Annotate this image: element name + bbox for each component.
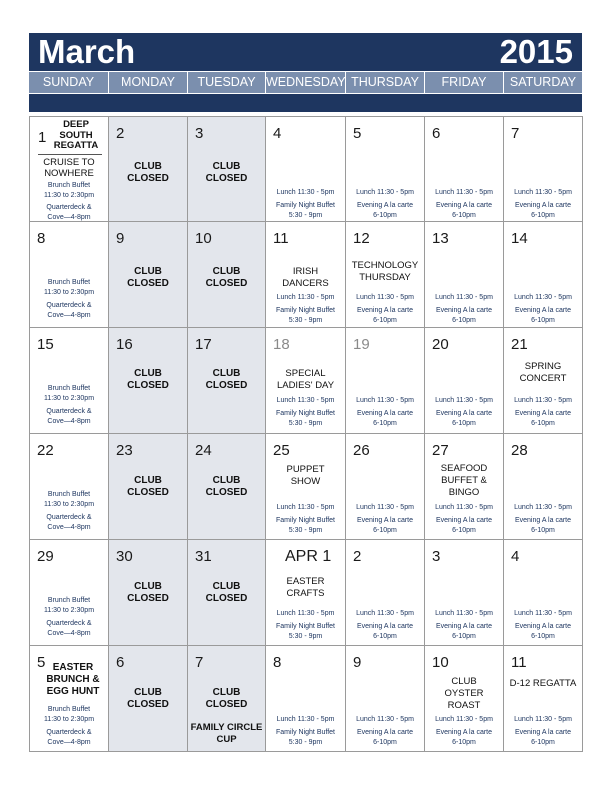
day-cell-mar-31: [188, 540, 266, 646]
day-number: 9: [116, 230, 125, 247]
day-cell-mar-5: [346, 116, 425, 222]
day-number: 23: [116, 442, 133, 459]
lunch-hours: Lunch 11:30 - 5pm: [276, 397, 335, 404]
event-spring-concert: SPRING CONCERT: [519, 361, 567, 384]
day-cell-mar-2: [109, 116, 188, 222]
day-number: 18: [273, 336, 290, 353]
year-title: 2015: [499, 33, 573, 70]
divider: [38, 154, 102, 155]
lunch-hours: Lunch 11:30 - 5pm: [435, 504, 493, 511]
lunch-hours: Lunch 11:30 - 5pm: [514, 189, 572, 196]
evening-a-la-carte: Evening A la carte 6-10pm: [356, 202, 414, 219]
day-number: 30: [116, 548, 133, 565]
event-cruise-to-nowhere: CRUISE TO NOWHERE: [43, 157, 95, 179]
evening-a-la-carte: Evening A la carte 6-10pm: [435, 729, 493, 746]
lunch-hours: Lunch 11:30 - 5pm: [514, 504, 572, 511]
day-number: 4: [273, 125, 282, 142]
evening-a-la-carte: Evening A la carte 6-10pm: [356, 623, 414, 640]
evening-a-la-carte: Evening A la carte 6-10pm: [514, 202, 572, 219]
day-cell-mar-10: [188, 222, 266, 328]
day-number: 19: [353, 336, 370, 353]
header-strip: [29, 93, 582, 112]
club-closed: CLUB CLOSED: [127, 687, 169, 710]
day-number: 5: [37, 654, 46, 671]
day-number: 4: [511, 548, 520, 565]
lunch-hours: Lunch 11:30 - 5pm: [435, 610, 493, 617]
day-number: 15: [37, 336, 54, 353]
weekday-thursday: THURSDAY: [345, 72, 424, 93]
evening-a-la-carte: Evening A la carte 6-10pm: [514, 729, 572, 746]
day-number: 31: [195, 548, 212, 565]
family-night-buffet: Family Night Buffet 5:30 - 9pm: [275, 307, 335, 324]
club-closed: CLUB CLOSED: [205, 475, 248, 498]
event-d12-regatta: D-12 REGATTA: [509, 678, 577, 689]
day-cell-mar-28: [504, 434, 583, 540]
day-number: 3: [195, 125, 204, 142]
day-number: 9: [353, 654, 362, 671]
day-cell-apr-1: [266, 540, 346, 646]
event-seafood-buffet-bingo: SEAFOOD BUFFET & BINGO: [440, 463, 488, 498]
club-closed: CLUB CLOSED: [127, 581, 169, 604]
day-cell-apr-4: [504, 540, 583, 646]
day-cell-mar-13: [425, 222, 504, 328]
title-bar: [29, 33, 582, 71]
evening-a-la-carte: Evening A la carte 6-10pm: [514, 307, 572, 324]
day-cell-mar-4: [266, 116, 346, 222]
day-cell-apr-2: [346, 540, 425, 646]
weekday-sunday: SUNDAY: [42, 75, 95, 89]
day-number: 8: [273, 654, 282, 671]
day-number: 26: [353, 442, 370, 459]
day-cell-mar-14: [504, 222, 583, 328]
day-cell-mar-12: [346, 222, 425, 328]
day-number: 16: [116, 336, 133, 353]
lunch-hours: Lunch 11:30 - 5pm: [356, 716, 414, 723]
day-cell-apr-10: [425, 646, 504, 752]
event-irish-dancers: IRISH DANCERS: [282, 266, 329, 289]
event-easter-brunch-egg-hunt: EASTER BRUNCH & EGG HUNT: [46, 662, 100, 697]
weekday-tuesday: TUESDAY: [187, 72, 265, 93]
quarterdeck-cove: Quarterdeck & Cove—4-8pm: [46, 729, 92, 746]
day-number: 2: [353, 548, 362, 565]
day-cell-mar-16: [109, 328, 188, 434]
lunch-hours: Lunch 11:30 - 5pm: [435, 294, 493, 301]
lunch-hours: Lunch 11:30 - 5pm: [276, 189, 335, 196]
calendar: [29, 33, 582, 752]
day-number: 24: [195, 442, 212, 459]
weekday-header: [29, 71, 582, 93]
weekday-monday: MONDAY: [108, 72, 187, 93]
lunch-hours: Lunch 11:30 - 5pm: [356, 189, 414, 196]
day-number: 3: [432, 548, 441, 565]
day-number: 25: [273, 442, 290, 459]
brunch-buffet: Brunch Buffet 11:30 to 2:30pm: [43, 182, 95, 199]
day-cell-mar-29: [30, 540, 109, 646]
day-cell-mar-11: [266, 222, 346, 328]
day-number: 14: [511, 230, 528, 247]
day-cell-mar-17: [188, 328, 266, 434]
lunch-hours: Lunch 11:30 - 5pm: [356, 610, 414, 617]
day-number: 21: [511, 336, 528, 353]
brunch-buffet: Brunch Buffet 11:30 to 2:30pm: [43, 279, 95, 296]
club-closed: CLUB CLOSED: [205, 581, 248, 604]
day-cell-mar-9: [109, 222, 188, 328]
day-number: 7: [195, 654, 204, 671]
day-cell-mar-18: [266, 328, 346, 434]
day-cell-mar-22: [30, 434, 109, 540]
evening-a-la-carte: Evening A la carte 6-10pm: [435, 410, 493, 427]
club-closed: CLUB CLOSED: [205, 687, 248, 710]
club-closed: CLUB CLOSED: [127, 368, 169, 391]
evening-a-la-carte: Evening A la carte 6-10pm: [435, 517, 493, 534]
weekday-saturday: SATURDAY: [503, 72, 582, 93]
event-puppet-show: PUPPET SHOW: [286, 464, 325, 487]
lunch-hours: Lunch 11:30 - 5pm: [435, 189, 493, 196]
evening-a-la-carte: Evening A la carte 6-10pm: [514, 623, 572, 640]
day-number: 22: [37, 442, 54, 459]
event-easter-crafts: EASTER CRAFTS: [286, 576, 325, 599]
day-cell-mar-24: [188, 434, 266, 540]
evening-a-la-carte: Evening A la carte 6-10pm: [356, 729, 414, 746]
evening-a-la-carte: Evening A la carte 6-10pm: [514, 517, 572, 534]
day-number: 11: [273, 230, 289, 247]
day-cell-mar-30: [109, 540, 188, 646]
brunch-buffet: Brunch Buffet 11:30 to 2:30pm: [43, 597, 95, 614]
quarterdeck-cove: Quarterdeck & Cove—4-8pm: [46, 620, 92, 637]
day-cell-mar-21: [504, 328, 583, 434]
day-cell-apr-3: [425, 540, 504, 646]
evening-a-la-carte: Evening A la carte 6-10pm: [435, 307, 493, 324]
day-cell-mar-19: [346, 328, 425, 434]
day-number: 20: [432, 336, 449, 353]
day-cell-mar-6: [425, 116, 504, 222]
lunch-hours: Lunch 11:30 - 5pm: [356, 504, 414, 511]
quarterdeck-cove: Quarterdeck & Cove—4-8pm: [46, 204, 92, 221]
event-club-oyster-roast: CLUB OYSTER ROAST: [444, 676, 484, 711]
day-cell-apr-5: [30, 646, 109, 752]
lunch-hours: Lunch 11:30 - 5pm: [276, 294, 335, 301]
family-night-buffet: Family Night Buffet 5:30 - 9pm: [275, 202, 335, 219]
day-number: 8: [37, 230, 46, 247]
lunch-hours: Lunch 11:30 - 5pm: [356, 397, 414, 404]
lunch-hours: Lunch 11:30 - 5pm: [276, 716, 335, 723]
brunch-buffet: Brunch Buffet 11:30 to 2:30pm: [43, 491, 95, 508]
day-number: 12: [353, 230, 370, 247]
day-cell-mar-26: [346, 434, 425, 540]
evening-a-la-carte: Evening A la carte 6-10pm: [435, 623, 493, 640]
day-number: 10: [432, 654, 449, 671]
quarterdeck-cove: Quarterdeck & Cove—4-8pm: [46, 408, 92, 425]
weekday-wednesday: WEDNESDAY: [265, 72, 345, 93]
day-cell-apr-8: [266, 646, 346, 752]
weekday-friday: FRIDAY: [424, 72, 503, 93]
lunch-hours: Lunch 11:30 - 5pm: [356, 294, 414, 301]
day-number: 1: [38, 129, 47, 146]
evening-a-la-carte: Evening A la carte 6-10pm: [356, 307, 414, 324]
day-cell-mar-20: [425, 328, 504, 434]
lunch-hours: Lunch 11:30 - 5pm: [276, 504, 335, 511]
day-number: 2: [116, 125, 125, 142]
club-closed: CLUB CLOSED: [205, 161, 248, 184]
day-number: 6: [116, 654, 125, 671]
event-special-ladies-day: SPECIAL LADIES' DAY: [276, 368, 335, 391]
day-number: 11: [511, 654, 527, 671]
club-closed: CLUB CLOSED: [127, 266, 169, 289]
lunch-hours: Lunch 11:30 - 5pm: [514, 610, 572, 617]
evening-a-la-carte: Evening A la carte 6-10pm: [356, 517, 414, 534]
day-cell-apr-11: [504, 646, 583, 752]
family-night-buffet: Family Night Buffet 5:30 - 9pm: [275, 410, 335, 427]
family-night-buffet: Family Night Buffet 5:30 - 9pm: [275, 729, 335, 746]
lunch-hours: Lunch 11:30 - 5pm: [514, 397, 572, 404]
day-number: APR 1: [285, 548, 332, 565]
calendar-grid: [29, 116, 582, 752]
day-number: 29: [37, 548, 54, 565]
lunch-hours: Lunch 11:30 - 5pm: [276, 610, 335, 617]
club-closed: CLUB CLOSED: [127, 475, 169, 498]
day-number: 17: [195, 336, 212, 353]
event-deep-south-regatta: DEEP SOUTH REGATTA: [53, 119, 99, 151]
day-cell-mar-15: [30, 328, 109, 434]
event-family-circle-cup: FAMILY CIRCLE CUP: [190, 722, 263, 745]
day-cell-mar-7: [504, 116, 583, 222]
evening-a-la-carte: Evening A la carte 6-10pm: [514, 410, 572, 427]
day-number: 27: [432, 442, 449, 459]
club-closed: CLUB CLOSED: [205, 266, 248, 289]
evening-a-la-carte: Evening A la carte 6-10pm: [356, 410, 414, 427]
event-technology-thursday: TECHNOLOGY THURSDAY: [351, 260, 419, 283]
family-night-buffet: Family Night Buffet 5:30 - 9pm: [275, 517, 335, 534]
day-cell-apr-7: [188, 646, 266, 752]
day-cell-mar-3: [188, 116, 266, 222]
month-title: March: [38, 33, 136, 70]
day-cell-apr-9: [346, 646, 425, 752]
day-number: 10: [195, 230, 212, 247]
evening-a-la-carte: Evening A la carte 6-10pm: [435, 202, 493, 219]
day-number: 13: [432, 230, 449, 247]
day-cell-mar-1: [30, 116, 109, 222]
day-cell-apr-6: [109, 646, 188, 752]
quarterdeck-cove: Quarterdeck & Cove—4-8pm: [46, 514, 92, 531]
family-night-buffet: Family Night Buffet 5:30 - 9pm: [275, 623, 335, 640]
club-closed: CLUB CLOSED: [205, 368, 248, 391]
day-cell-mar-27: [425, 434, 504, 540]
day-number: 7: [511, 125, 520, 142]
day-number: 6: [432, 125, 441, 142]
lunch-hours: Lunch 11:30 - 5pm: [435, 397, 493, 404]
club-closed: CLUB CLOSED: [127, 161, 169, 184]
lunch-hours: Lunch 11:30 - 5pm: [514, 716, 572, 723]
lunch-hours: Lunch 11:30 - 5pm: [435, 716, 493, 723]
day-cell-mar-23: [109, 434, 188, 540]
day-cell-mar-8: [30, 222, 109, 328]
day-cell-mar-25: [266, 434, 346, 540]
brunch-buffet: Brunch Buffet 11:30 to 2:30pm: [43, 385, 95, 402]
day-number: 28: [511, 442, 528, 459]
lunch-hours: Lunch 11:30 - 5pm: [514, 294, 572, 301]
day-number: 5: [353, 125, 362, 142]
quarterdeck-cove: Quarterdeck & Cove—4-8pm: [46, 302, 92, 319]
brunch-buffet: Brunch Buffet 11:30 to 2:30pm: [43, 706, 95, 723]
